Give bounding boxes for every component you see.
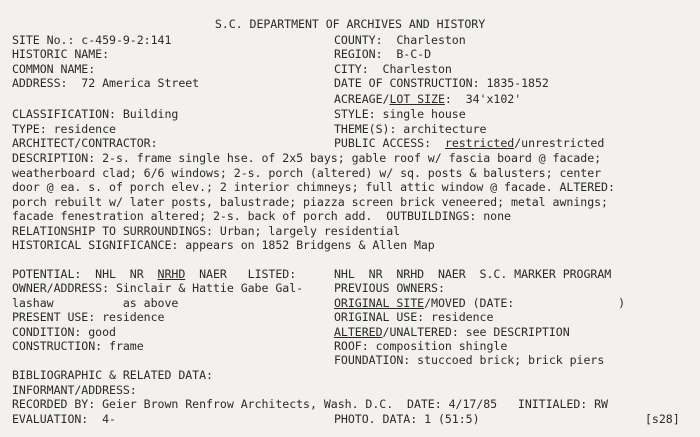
- themes: THEME(S): architecture: [334, 122, 487, 136]
- evaluation: EVALUATION: 4-: [12, 412, 116, 426]
- potential-listed: NAER LISTED:: [185, 267, 297, 281]
- potential-nrhd: NRHD: [157, 267, 186, 281]
- altered-status: [334, 325, 570, 339]
- bibliographic-data: BIBLIOGRAPHIC & RELATED DATA:: [12, 368, 213, 382]
- county: COUNTY: Charleston: [334, 33, 466, 47]
- original-site-label: ORIGINAL SITE: [334, 296, 425, 310]
- description-line: porch rebuilt w/ later posts, balustrade; piazza screen brick veneered; metal awnings;: [12, 195, 608, 209]
- informant-address: INFORMANT/ADDRESS:: [12, 383, 137, 397]
- description-line: facade fenestration altered; 2-s. back of porch add. OUTBUILDINGS: none: [12, 209, 511, 223]
- potential: [12, 267, 296, 281]
- type: TYPE: residence: [12, 122, 116, 136]
- public-access-restricted: restricted: [444, 136, 515, 150]
- construction: CONSTRUCTION: frame: [12, 339, 144, 353]
- original-use: ORIGINAL USE: residence: [334, 310, 494, 324]
- card-stamp: [s28]: [645, 412, 680, 426]
- historic-name: HISTORIC NAME:: [12, 47, 110, 61]
- potential-label: POTENTIAL: NHL NR: [12, 267, 158, 281]
- public-access-label: PUBLIC ACCESS:: [334, 136, 445, 150]
- acreage-label: ACREAGE/: [334, 92, 390, 106]
- relationship-to-surroundings: RELATIONSHIP TO SURROUNDINGS: Urban; largely residential: [12, 224, 401, 238]
- original-site: [334, 296, 625, 310]
- public-access-unrestricted: /unrestricted: [514, 136, 605, 150]
- lot-size-label: LOT SIZE: [389, 92, 445, 106]
- region: REGION: B-C-D: [334, 47, 432, 61]
- owner-address-cont: lashaw as above: [12, 296, 179, 310]
- date-of-construction: DATE OF CONSTRUCTION: 1835-1852: [334, 76, 549, 90]
- acreage-lot-size: [334, 92, 521, 106]
- description-line: door @ ea. s. of porch elev.; 2 interior chimneys; full attic window @ facade. ALTERED:: [12, 180, 615, 194]
- foundation: FOUNDATION: stuccoed brick; brick piers: [334, 353, 605, 367]
- description-line: weatherboard clad; 6/6 windows; 2-s. porch (altered) w/ sq. posts & balusters; center: [12, 166, 602, 180]
- present-use: PRESENT USE: residence: [12, 310, 165, 324]
- site-number: SITE No.: c-459-9-2:141: [12, 33, 172, 47]
- card-header: S.C. DEPARTMENT OF ARCHIVES AND HISTORY: [214, 17, 486, 31]
- description-line: DESCRIPTION: 2-s. frame single hse. of 2x5 bays; gable roof w/ fascia board @ facade;: [12, 151, 602, 165]
- city: CITY: Charleston: [334, 62, 452, 76]
- previous-owners: PREVIOUS OWNERS:: [334, 281, 445, 295]
- unaltered-label: /UNALTERED: see DESCRIPTION: [382, 325, 570, 339]
- roof: ROOF: composition shingle: [334, 339, 508, 353]
- architect-contractor: ARCHITECT/CONTRACTOR:: [12, 136, 158, 150]
- public-access: [334, 136, 604, 150]
- recorded-by: RECORDED BY: Geier Brown Renfrow Architects, Wash. D.C. DATE: 4/17/85 INITIALED: RW: [12, 397, 608, 411]
- classification: CLASSIFICATION: Building: [12, 107, 179, 121]
- acreage-value: : 34'x102': [444, 92, 522, 106]
- historical-significance: HISTORICAL SIGNIFICANCE: appears on 1852 Bridgens & Allen Map: [12, 238, 435, 252]
- common-name: COMMON NAME:: [12, 62, 96, 76]
- style: STYLE: single house: [334, 107, 466, 121]
- listed-options: NHL NR NRHD NAER S.C. MARKER PROGRAM: [334, 267, 612, 281]
- address: ADDRESS: 72 America Street: [12, 76, 200, 90]
- moved-date: /MOVED (DATE: ): [424, 296, 626, 310]
- condition: CONDITION: good: [12, 325, 116, 339]
- altered-label: ALTERED: [334, 325, 383, 339]
- photo-data: PHOTO. DATA: 1 (51:5): [334, 412, 480, 426]
- owner-address: OWNER/ADDRESS: Sinclair & Hattie Gabe Gal-: [12, 281, 304, 295]
